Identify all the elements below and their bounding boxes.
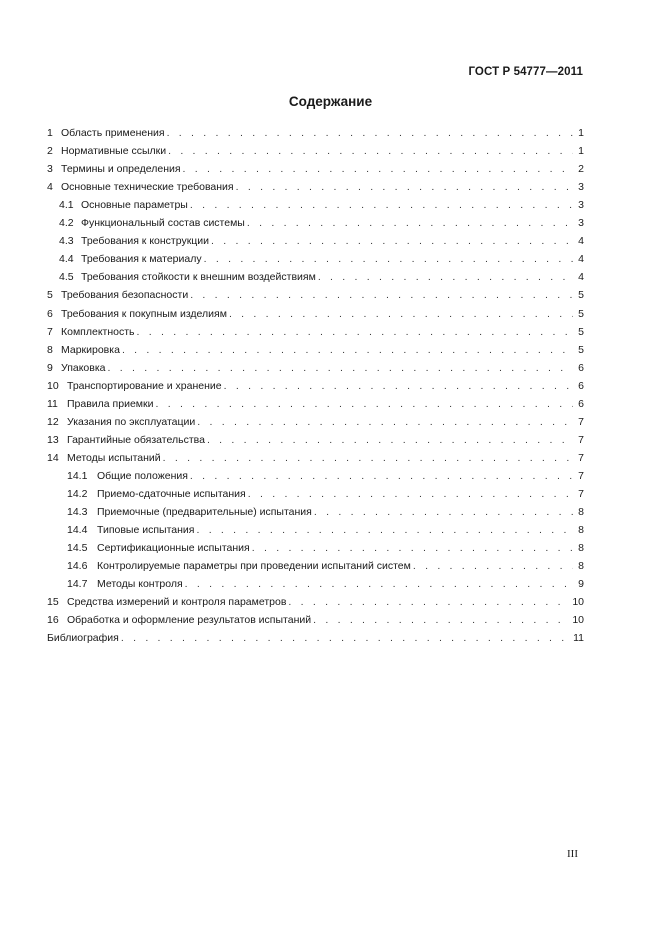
toc-entry[interactable] [47,446,584,464]
toc-entry[interactable] [47,193,584,211]
toc-entry-number: 2 [47,145,53,158]
toc-entry-page: 9 [578,578,584,591]
toc-entry-page: 1 [578,145,584,158]
dot-leader [196,524,573,536]
toc-entry-number: 7 [47,325,53,338]
toc-entry-title: Требования стойкости к внешним воздействиям [81,271,316,284]
toc-entry[interactable] [47,301,584,319]
toc-entry-title: Библиография [47,632,119,645]
toc-entry[interactable] [47,608,584,626]
toc-entry-title: Методы контроля [97,578,183,591]
toc-entry-page: 2 [578,163,584,176]
dot-leader [224,380,573,392]
toc-entry-page: 6 [578,379,584,392]
toc-entry-title: Сертификационные испытания [97,542,250,555]
toc-entry-title: Методы испытаний [67,451,161,464]
toc-entry-number: 11 [47,397,58,410]
dot-leader [413,560,573,572]
toc-entry-number: 13 [47,433,59,446]
toc-entry-number: 15 [47,596,59,609]
toc-entry-title: Требования безопасности [61,289,189,302]
toc-entry[interactable] [47,482,584,500]
toc-entry-page: 7 [578,433,584,446]
toc-entry[interactable] [47,265,584,283]
toc-entry-page: 10 [572,614,584,627]
toc-entry[interactable] [47,157,584,175]
toc-entry-number: 9 [47,361,53,374]
dot-leader [121,632,570,644]
dot-leader [190,470,573,482]
toc-entry-title: Средства измерений и контроля параметров [67,596,287,609]
dot-leader [108,362,573,374]
toc-entry-page: 7 [578,415,584,428]
toc-entry-number: 4 [47,181,53,194]
dot-leader [190,289,573,301]
toc-entry-number: 8 [47,343,53,356]
dot-leader [197,416,573,428]
toc-entry-number: 14.7 [67,578,88,591]
toc-entry-title: Маркировка [61,343,120,356]
dot-leader [313,614,569,626]
toc-entry-title: Термины и определения [61,163,181,176]
toc-entry[interactable] [47,229,584,247]
toc-entry-title: Основные параметры [81,199,188,212]
toc-entry[interactable] [47,500,584,518]
toc-entry[interactable] [47,320,584,338]
toc-entry-number: 4.2 [59,217,74,230]
toc-entry-number: 10 [47,379,59,392]
dot-leader [204,253,573,265]
toc-entry[interactable] [47,554,584,572]
toc-entry-page: 7 [578,487,584,500]
dot-leader [137,326,573,338]
toc-entry-title: Упаковка [61,361,106,374]
dot-leader [211,235,573,247]
dot-leader [207,434,573,446]
toc-entry[interactable] [47,572,584,590]
dot-leader [168,145,573,157]
toc-entry-page: 5 [578,307,584,320]
dot-leader [236,181,573,193]
toc-entry-page: 6 [578,361,584,374]
toc-entry[interactable] [47,464,584,482]
toc-entry-page: 5 [578,325,584,338]
toc-entry-number: 14.3 [67,506,88,519]
dot-leader [288,596,569,608]
toc-entry-title: Приемо-сдаточные испытания [97,487,246,500]
toc-entry-title: Область применения [61,127,165,140]
toc-entry-page: 3 [578,199,584,212]
toc-entry-number: 4.3 [59,235,74,248]
toc-entry-number: 3 [47,163,53,176]
toc-entry-title: Требования к материалу [81,253,202,266]
toc-entry-title: Гарантийные обязательства [67,433,205,446]
toc-entry-page: 3 [578,181,584,194]
toc-entry-title: Функциональный состав системы [81,217,245,230]
toc-entry-title: Общие положения [97,469,188,482]
toc-entry-number: 16 [47,614,59,627]
toc-entry-page: 8 [578,542,584,555]
dot-leader [314,506,573,518]
toc-entry-number: 4.5 [59,271,74,284]
toc-entry-page: 4 [578,271,584,284]
toc-entry[interactable] [47,374,584,392]
toc-entry[interactable] [47,121,584,139]
toc-entry-page: 7 [578,469,584,482]
toc-entry-title: Основные технические требования [61,181,234,194]
toc-entry-number: 14.6 [67,560,88,573]
dot-leader [318,271,573,283]
dot-leader [155,398,573,410]
toc-entry-page: 8 [578,524,584,537]
standard-code: ГОСТ Р 54777—2011 [468,66,583,78]
toc-entry-page: 6 [578,397,584,410]
toc-entry-page: 10 [572,596,584,609]
toc-entry-page: 5 [578,289,584,302]
toc-title: Содержание [288,94,373,109]
dot-leader [167,127,573,139]
toc-entry-page: 11 [573,632,584,645]
toc-entry-title: Контролируемые параметры при проведении испытаний систем [97,560,411,573]
toc-entry-number: 14.4 [67,524,88,537]
toc-entry[interactable] [47,410,584,428]
dot-leader [122,344,573,356]
toc-entry-number: 14 [47,451,59,464]
dot-leader [190,199,573,211]
toc-entry[interactable] [47,283,584,301]
toc-entry[interactable] [47,428,584,446]
toc-entry-number: 1 [47,127,53,140]
toc-entry-title: Типовые испытания [97,524,195,537]
toc-entry-number: 12 [47,415,59,428]
dot-leader [229,308,573,320]
toc-entry-title: Приемочные (предварительные) испытания [97,506,312,519]
toc-entry[interactable] [47,590,584,608]
toc-entry-page: 7 [578,451,584,464]
toc-entry-page: 5 [578,343,584,356]
toc-entry-number: 14.2 [67,487,88,500]
toc-entry[interactable] [47,356,584,374]
toc-entry[interactable] [47,139,584,157]
toc-entry-title: Требования к конструкции [81,235,210,248]
toc-entry-number: 4.1 [59,199,74,212]
toc-entry-number: 5 [47,289,53,302]
toc-entry-page: 8 [578,506,584,519]
toc-entry-page: 4 [578,235,584,248]
toc-entry-title: Комплектность [61,325,135,338]
dot-leader [185,578,573,590]
toc-entry-title: Требования к покупным изделиям [61,307,227,320]
toc-entry-page: 8 [578,560,584,573]
dot-leader [252,542,573,554]
toc-entry-number: 14.5 [67,542,88,555]
toc-entry-title: Правила приемки [67,397,154,410]
toc-entry[interactable] [47,175,584,193]
toc-entry-title: Транспортирование и хранение [67,379,222,392]
toc-entry[interactable] [47,518,584,536]
toc-entry-number: 4.4 [59,253,74,266]
toc-entry[interactable] [47,338,584,356]
toc-entry-title: Обработка и оформление результатов испытаний [67,614,312,627]
dot-leader [247,217,573,229]
table-of-contents [47,121,584,644]
toc-entry[interactable] [47,247,584,265]
dot-leader [163,452,573,464]
toc-entry-number: 14.1 [67,469,88,482]
toc-entry-page: 3 [578,217,584,230]
toc-entry-title: Нормативные ссылки [61,145,167,158]
toc-entry-title: Указания по эксплуатации [67,415,196,428]
toc-entry[interactable] [47,626,584,644]
toc-entry[interactable] [47,211,584,229]
toc-entry-page: 4 [578,253,584,266]
dot-leader [183,163,573,175]
toc-entry-page: 1 [578,127,584,140]
toc-entry[interactable] [47,392,584,410]
page-number: III [567,848,578,860]
dot-leader [248,488,573,500]
toc-entry[interactable] [47,536,584,554]
toc-entry-number: 6 [47,307,53,320]
